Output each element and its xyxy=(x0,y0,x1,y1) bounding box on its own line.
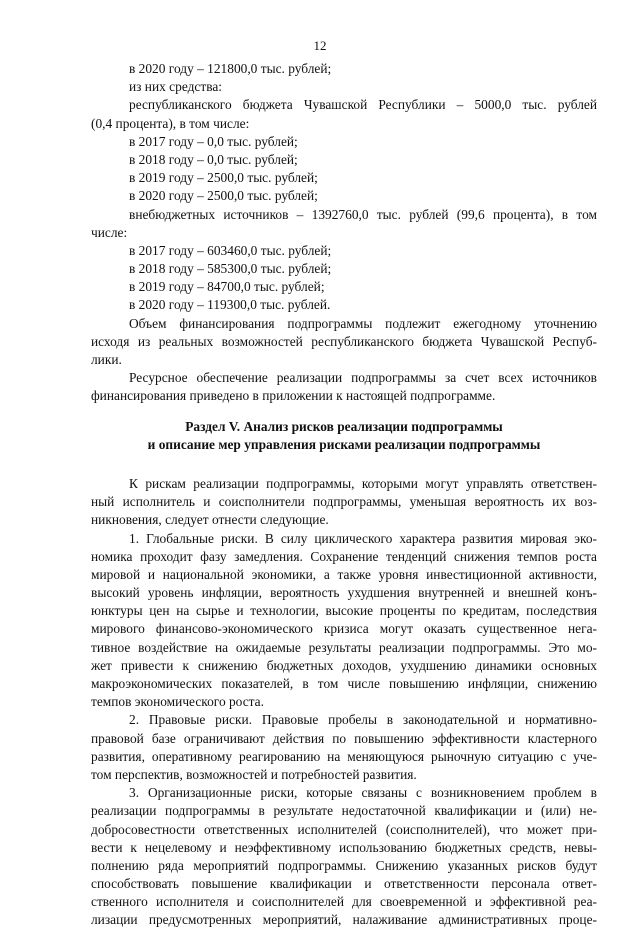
text-line: вести к нецелевому и неэффективному использованию бюджетных средств, невы- xyxy=(91,839,597,855)
text-line: развития, оперативному реагированию на меняющуюся рыночную ситуацию с уче- xyxy=(91,748,597,764)
text-line: мирового финансово-экономического кризиса могут оказать существенное нега- xyxy=(91,621,597,637)
text-line: 1. Глобальные риски. В силу циклического характера развития мировая эко- xyxy=(129,530,597,546)
text-line: мировой и национальной экономики, а также уровня инвестиционной активности, xyxy=(91,566,597,582)
text-line: номика проходит фазу замедления. Сохранение тенденций снижения темпов роста xyxy=(91,548,597,564)
section-title: Раздел V. Анализ рисков реализации подпрограммы xyxy=(185,418,503,434)
text-line: 3. Организационные риски, которые связаны с возникновением проблем в xyxy=(129,785,597,801)
text-line: правовой базе ограничивают действия по повышению эффективности кластерного xyxy=(91,730,597,746)
text-line: исходя из реальных возможностей республиканского бюджета Чувашской Респуб- xyxy=(91,333,597,349)
text-line: в 2017 году – 603460,0 тыс. рублей; xyxy=(129,242,332,258)
text-line: добросовестности ответственных исполнителей (соисполнителей), что может при- xyxy=(91,821,597,837)
document-body xyxy=(91,60,597,930)
page-number: 12 xyxy=(313,38,327,53)
text-line: из них средства: xyxy=(129,79,223,95)
text-line: полнению ряда мероприятий подпрограммы. Снижению указанных рисков будут xyxy=(91,857,597,873)
text-line: в 2020 году – 2500,0 тыс. рублей; xyxy=(129,188,318,204)
text-line: реализации подпрограммы в результате недостаточной квалификации и (или) не- xyxy=(91,803,597,819)
text-line: числе: xyxy=(91,224,128,240)
text-line: в 2020 году – 119300,0 тыс. рублей. xyxy=(129,297,331,313)
text-line: лики. xyxy=(91,352,122,367)
text-line: тивное воздействие на ожидаемые результаты реализации подпрограммы. Это мо- xyxy=(91,639,597,655)
text-line: том перспектив, возможностей и потребностей развития. xyxy=(91,766,417,782)
text-line: в 2019 году – 84700,0 тыс. рублей; xyxy=(129,279,325,295)
text-line: Объем финансирования подпрограммы подлежит ежегодному уточнению xyxy=(129,315,597,331)
text-line: темпов экономического роста. xyxy=(91,694,264,710)
text-line: республиканского бюджета Чувашской Республики – 5000,0 тыс. рублей xyxy=(129,97,597,113)
text-line: макроэкономических показателей, в том числе повышению инфляции, снижению xyxy=(91,676,597,691)
text-line: 2. Правовые риски. Правовые пробелы в законодательной и нормативно- xyxy=(129,712,597,728)
text-line: никновения, следует отнести следующие. xyxy=(91,512,329,528)
text-line: финансирования приведено в приложении к настоящей подпрограмме. xyxy=(91,388,496,404)
text-line: ственного исполнителя и соисполнителей для своевременной и эффективной реа- xyxy=(91,894,597,910)
text-line: в 2020 году – 121800,0 тыс. рублей; xyxy=(129,61,332,76)
text-line: высокий уровень инфляции, вероятность ухудшения внутренней и внешней конъ- xyxy=(91,585,597,601)
text-line: (0,4 процента), в том числе: xyxy=(91,115,250,131)
text-line: К рискам реализации подпрограммы, которыми могут управлять ответствен- xyxy=(129,475,597,491)
text-line: жет привести к снижению бюджетных доходов, ухудшению динамики основных xyxy=(91,657,597,673)
text-line: способствовать повышение квалификации и ответственности персонала ответ- xyxy=(91,876,597,892)
text-line: в 2019 году – 2500,0 тыс. рублей; xyxy=(129,170,318,186)
section-title: и описание мер управления рисками реализации подпрограммы xyxy=(147,436,541,452)
text-line: ный исполнитель и соисполнители подпрограммы, уменьшая вероятность их воз- xyxy=(91,494,597,510)
text-line: юнктуры цен на сырье и технологии, высокие проценты по кредитам, последствия xyxy=(91,603,597,619)
text-line: в 2018 году – 585300,0 тыс. рублей; xyxy=(129,261,332,277)
text-line: в 2017 году – 0,0 тыс. рублей; xyxy=(129,133,298,149)
text-line: лизации предусмотренных мероприятий, налаживание административных проце- xyxy=(91,912,597,928)
text-line: в 2018 году – 0,0 тыс. рублей; xyxy=(129,151,298,167)
text-line: Ресурсное обеспечение реализации подпрограммы за счет всех источников xyxy=(129,370,597,386)
text-line: внебюджетных источников – 1392760,0 тыс. рублей (99,6 процента), в том xyxy=(129,206,597,222)
